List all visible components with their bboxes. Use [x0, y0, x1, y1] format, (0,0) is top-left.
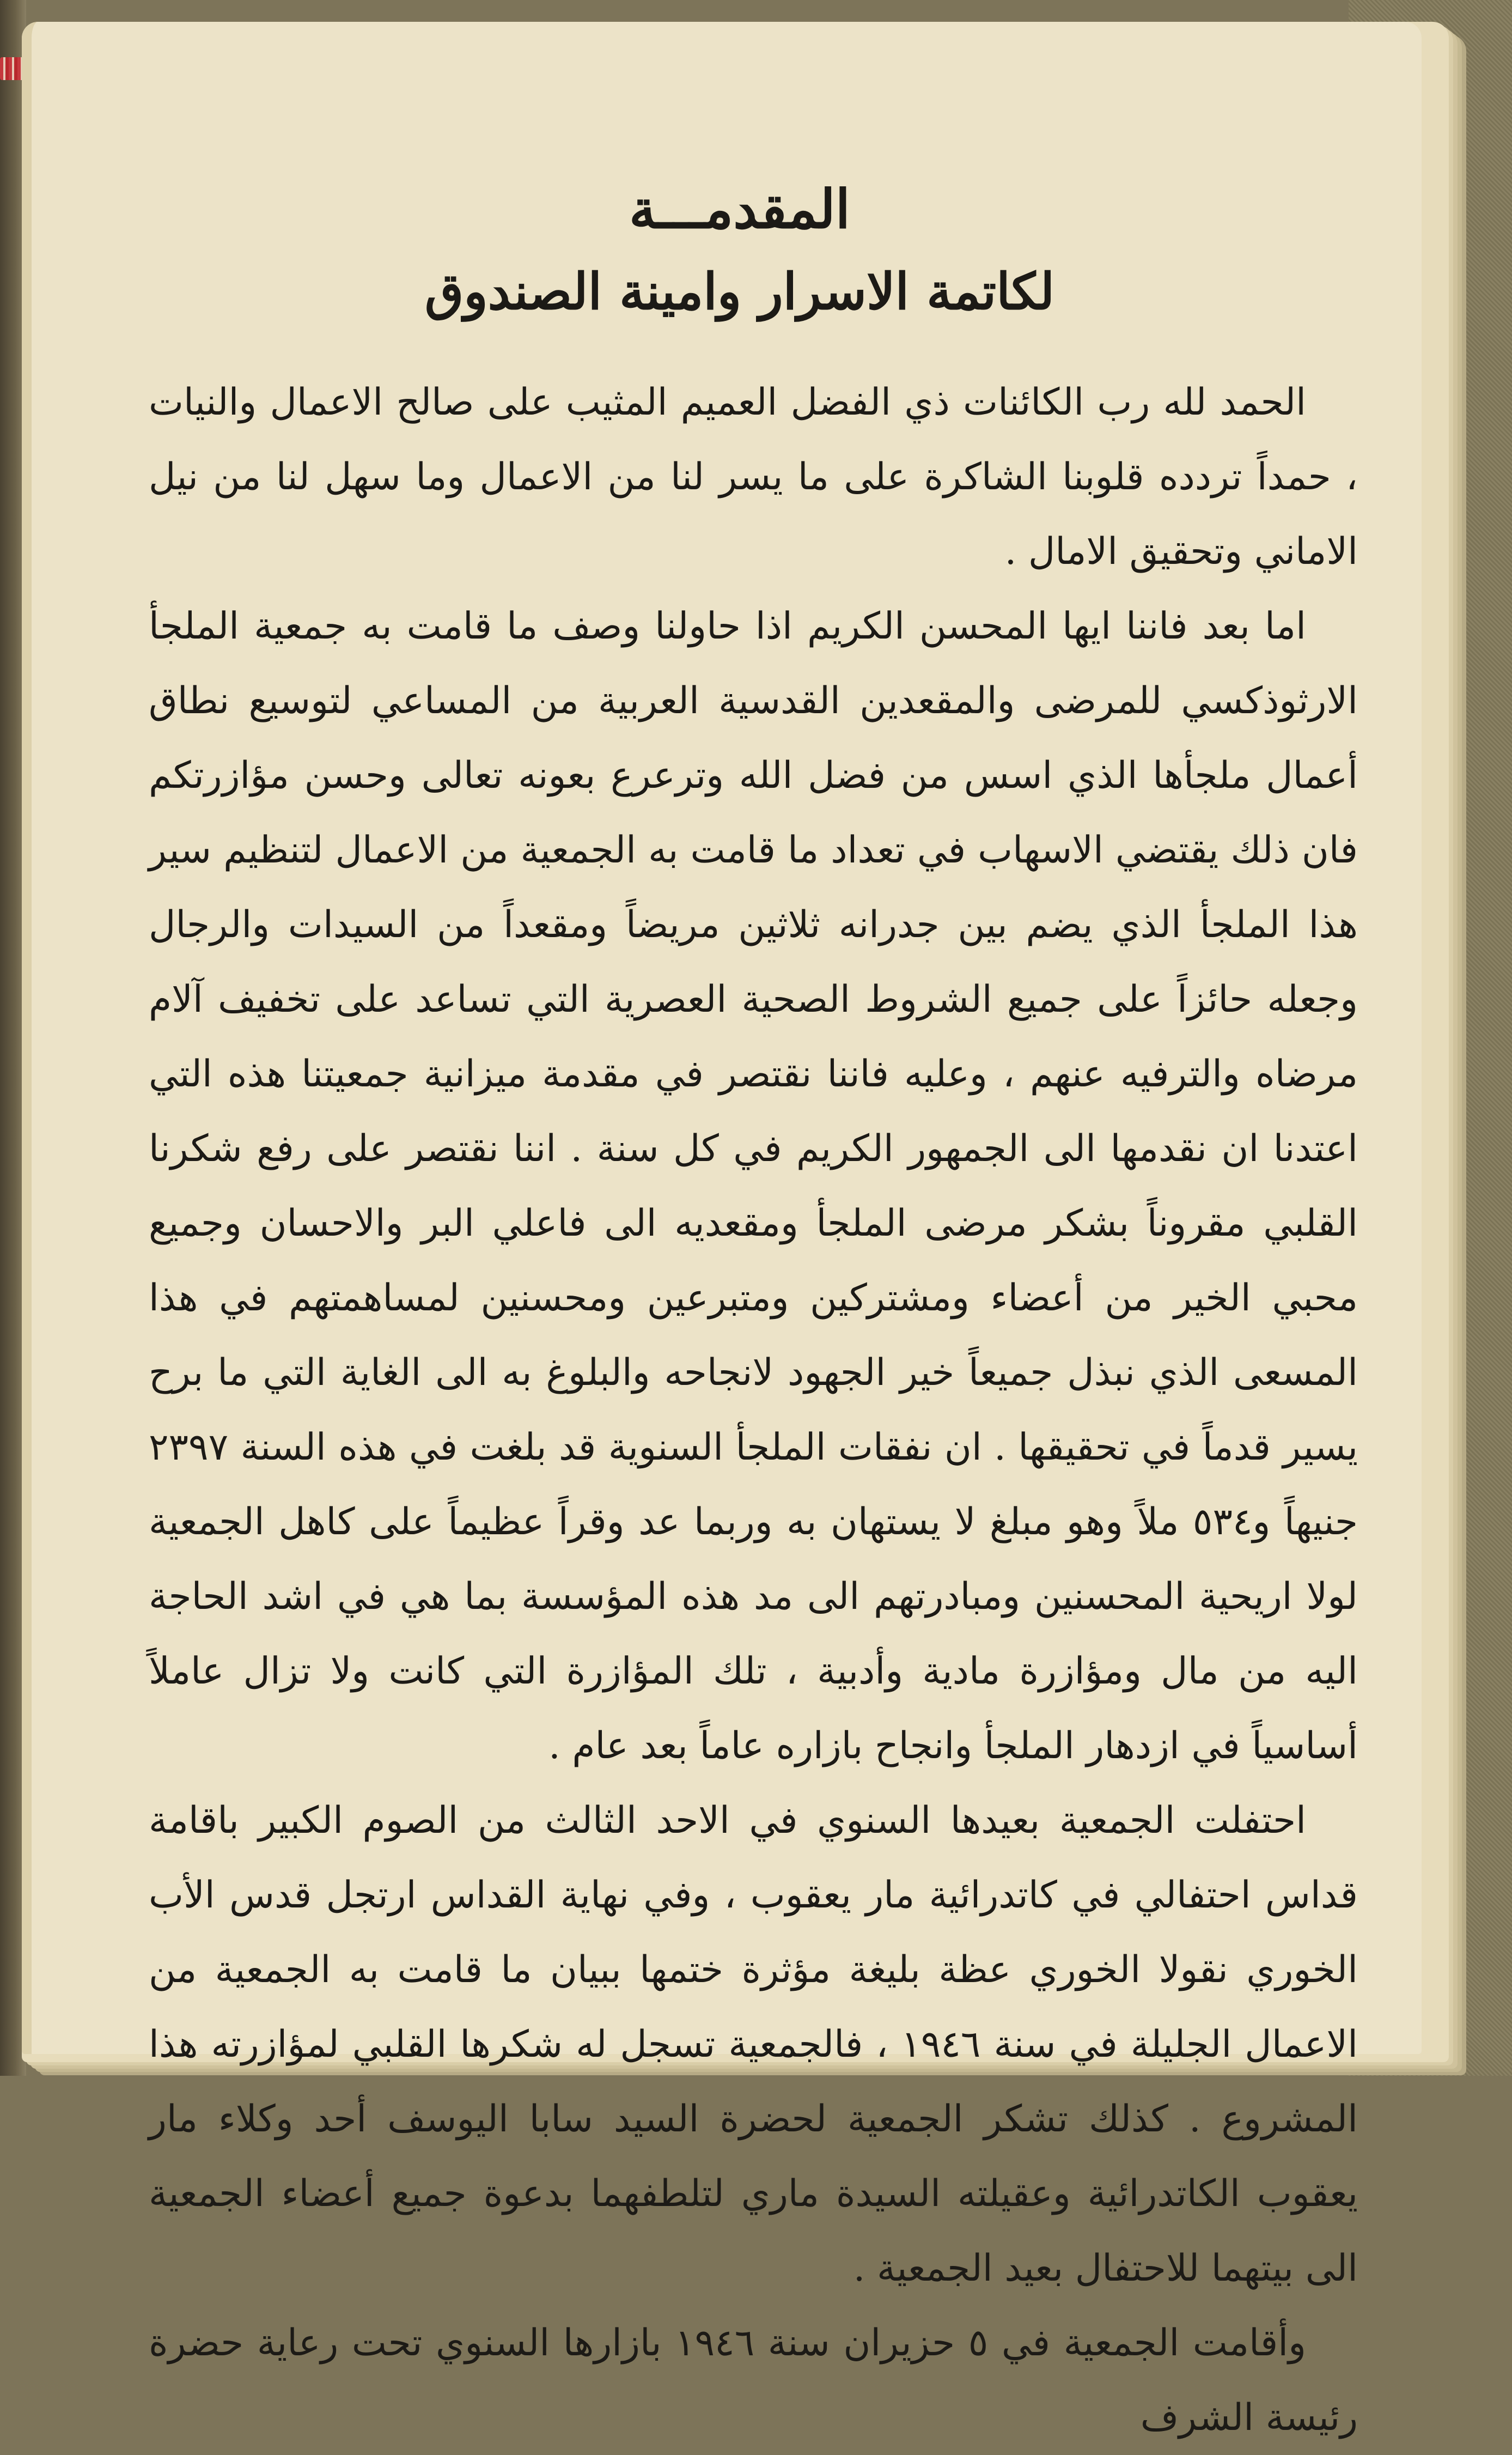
- paragraph: اما بعد فاننا ايها المحسن الكريم اذا حاولنا وصف ما قامت به جمعية الملجأ الارثوذكسي للمرضى والمقعدين القدسية العربية من المساعي لتوسيع نطاق أعمال ملجأها الذي اسس من فضل الله وترعرع بعونه تعالى وحسن مؤازرتكم فان ذلك يقتضي الاسهاب في تعداد ما قامت به الجمعية من الاعمال لتنظيم سير هذا الملجأ الذي يضم بين جدرانه ثلاثين مريضاً ومقعداً من السيدات والرجال وجعله حائزاً على جميع الشروط الصحية العصرية التي تساعد على تخفيف آلام مرضاه والترفيه عنهم ، وعليه فاننا نقتصر في مقدمة ميزانية جمعيتنا هذه التي اعتدنا ان نقدمها الى الجمهور الكريم في كل سنة . اننا نقتصر على رفع شكرنا القلبي مقروناً بشكر مرضى الملجأ ومقعديه الى فاعلي البر والاحسان وجميع محبي الخير من أعضاء ومشتركين ومتبرعين ومحسنين لمساهمتهم في هذا المسعى الذي نبذل جميعاً خير الجهود لانجاحه والبلوغ به الى الغاية التي ما برح يسير قدماً في تحقيقها . ان نفقات الملجأ السنوية قد بلغت في هذه السنة ٢٣٩٧ جنيهاً و٥٣٤ ملاً وهو مبلغ لا يستهان به وربما عد وقراً عظيماً على كاهل الجمعية لولا اريحية المحسنين ومبادرتهم الى مد هذه المؤسسة بما هي في اشد الحاجة اليه من مال ومؤازرة مادية وأدبية ، تلك المؤازرة التي كانت ولا تزال عاملاً أساسياً في ازدهار الملجأ وانجاح بازاره عاماً بعد عام .: [149, 605, 1358, 1767]
- document-page: [22, 22, 1422, 2439]
- paragraph: الحمد لله رب الكائنات ذي الفضل العميم المثيب على صالح الاعمال والنيات ، حمداً تردده قلوبنا الشاكرة على ما يسر لنا من الاعمال وما سهل لنا من نيل الاماني وتحقيق الامال .: [149, 381, 1358, 573]
- page-title: المقدمـــة: [629, 178, 850, 241]
- page-subtitle: لكاتمة الاسرار وامينة الصندوق: [424, 262, 1055, 321]
- document-body: [149, 365, 1358, 2455]
- page-heading: [141, 169, 1339, 332]
- paragraph: احتفلت الجمعية بعيدها السنوي في الاحد الثالث من الصوم الكبير باقامة قداس احتفالي في كاتدرائية مار يعقوب ، وفي نهاية القداس ارتجل قدس الأب الخوري نقولا الخوري عظة بليغة مؤثرة ختمها ببيان ما قامت به الجمعية من الاعمال الجليلة في سنة ١٩٤٦ ، فالجمعية تسجل له شكرها القلبي لمؤازرته هذا المشروع . كذلك تشكر الجمعية لحضرة السيد سابا اليوسف أحد وكلاء مار يعقوب الكاتدرائية وعقيلته السيدة ماري لتلطفهما بدعوة جميع أعضاء الجمعية الى بيتهما للاحتفال بعيد الجمعية .: [149, 1799, 1358, 2290]
- paragraph: وأقامت الجمعية في ٥ حزيران سنة ١٩٤٦ بازارها السنوي تحت رعاية حضرة رئيسة الشرف: [149, 2322, 1358, 2439]
